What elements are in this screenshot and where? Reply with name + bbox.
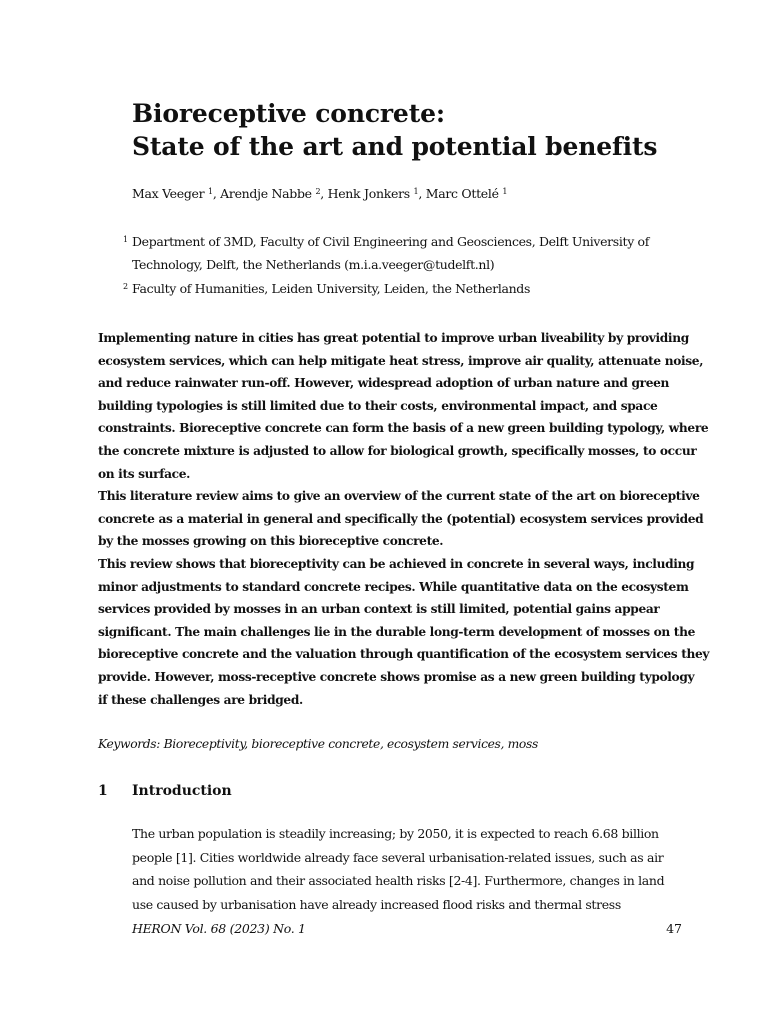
author-affiliation-mark: 1 (208, 187, 213, 196)
author-list: Max Veeger $^1$, Arendje Nabbe $^2$, Henk Jonkers $^1$, Marc Ottelé $^1$ (132, 186, 508, 201)
abstract-line: and reduce rainwater run-off. However, widespread adoption of urban nature and green (98, 376, 670, 391)
paper-title-line-2: State of the art and potential benefits (132, 132, 658, 161)
section-number: 1 (98, 783, 108, 799)
abstract-line: constraints. Bioreceptive concrete can form the basis of a new green building typology, where (98, 421, 709, 436)
affiliation-number: 1 (123, 235, 129, 244)
abstract-line: significant. The main challenges lie in the durable long-term development of mosses on the (98, 624, 696, 639)
author-affiliation-mark: 1 (502, 187, 508, 196)
paper-title-line-1: Bioreceptive concrete: (132, 99, 445, 128)
body-line: use caused by urbanisation have already increased flood risks and thermal stress (132, 897, 621, 913)
author-name: Henk Jonkers (327, 186, 410, 201)
author-name: Arendje Nabbe (220, 186, 312, 201)
introduction-body (132, 822, 692, 917)
page-number: 47 (666, 921, 682, 936)
abstract-line: bioreceptive concrete and the valuation through quantification of the ecosystem services they (98, 647, 710, 662)
author-name: Max Veeger (132, 186, 205, 201)
author-affiliation-mark: 1 (413, 187, 419, 196)
body-line: people [1]. Cities worldwide already face several urbanisation-related issues, such as air (132, 849, 664, 865)
affiliation-line: Technology, Delft, the Netherlands (m.i.a.veeger@tudelft.nl) (132, 257, 495, 272)
abstract-line: services provided by mosses in an urban context is still limited, potential gains appear (98, 602, 660, 617)
abstract-line: on its surface. (98, 466, 191, 481)
abstract-line: the concrete mixture is adjusted to allow for biological growth, specifically mosses, to occur (98, 443, 697, 458)
abstract-line: provide. However, moss-receptive concrete shows promise as a new green building typology (98, 669, 695, 684)
abstract-line: if these challenges are bridged. (98, 692, 303, 707)
abstract-line: concrete as a material in general and specifically the (potential) ecosystem services provided (98, 511, 704, 526)
abstract-line: ecosystem services, which can help mitigate heat stress, improve air quality, attenuate noise, (98, 353, 704, 368)
author-affiliation-mark: 2 (315, 187, 321, 196)
abstract (98, 327, 710, 711)
abstract-line: by the mosses growing on this bioreceptive concrete. (98, 534, 444, 549)
abstract-line: This review shows that bioreceptivity can be achieved in concrete in several ways, including (98, 556, 695, 571)
journal-footer: HERON Vol. 68 (2023) No. 1 (132, 921, 306, 936)
affiliation-line: Department of 3MD, Faculty of Civil Engineering and Geosciences, Delft University of (132, 234, 649, 249)
section-title: Introduction (132, 783, 232, 799)
author-name: Marc Ottelé (425, 186, 499, 201)
affiliation-number: 2 (123, 282, 129, 291)
abstract-line: Implementing nature in cities has great potential to improve urban liveability by providing (98, 331, 689, 345)
keywords: Keywords: Bioreceptivity, bioreceptive concrete, ecosystem services, moss (98, 737, 538, 751)
abstract-line: This literature review aims to give an overview of the current state of the art on bioreceptive (98, 489, 700, 504)
abstract-line: building typologies is still limited due to their costs, environmental impact, and space (98, 398, 658, 413)
body-line: The urban population is steadily increasing; by 2050, it is expected to reach 6.68 billion (132, 826, 659, 841)
abstract-line: minor adjustments to standard concrete recipes. While quantitative data on the ecosystem (98, 579, 689, 594)
body-line: and noise pollution and their associated health risks [2-4]. Furthermore, changes in land (132, 873, 665, 889)
affiliation-line: Faculty of Humanities, Leiden University, Leiden, the Netherlands (132, 281, 531, 296)
